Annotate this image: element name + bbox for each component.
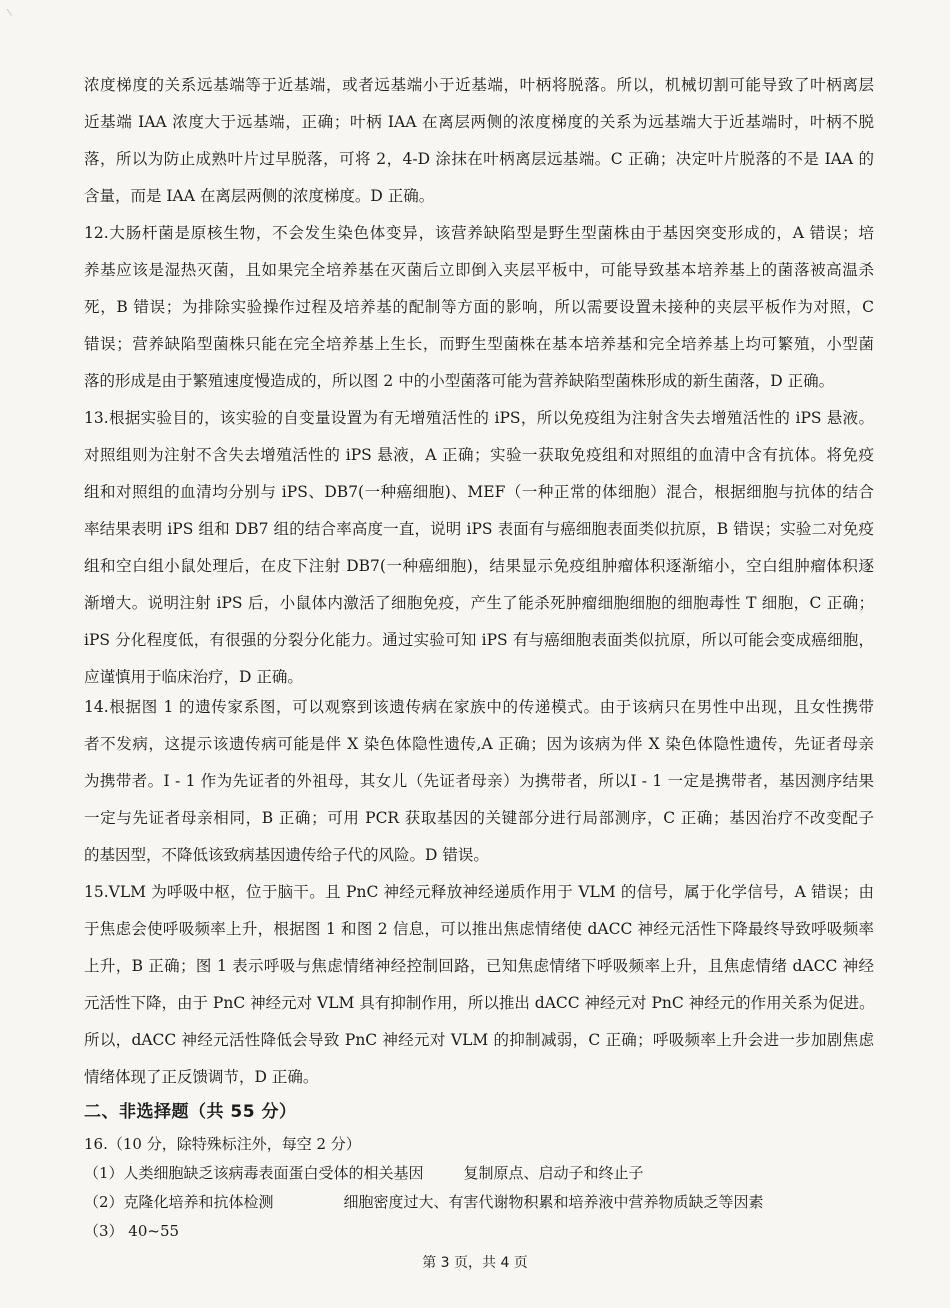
text-line: 为携带者。I - 1 作为先证者的外祖母，其女儿（先证者母亲）为携带者，所以I - 1 一定是携带者，基因测序结果	[84, 772, 874, 790]
paragraph	[84, 215, 874, 400]
text-line: 15.VLM 为呼吸中枢，位于脑干。且 PnC 神经元释放神经递质作用于 VLM 的信号，属于化学信号，A 错误；由	[84, 883, 874, 901]
text-line: 率结果表明 iPS 组和 DB7 组的结合率高度一直，说明 iPS 表面有与癌细胞表面类似抗原，B 错误；实验二对免疫	[84, 520, 874, 538]
text-line: 14.根据图 1 的遗传家系图，可以观察到该遗传病在家族中的传递模式。由于该病只在男性中出现，且女性携带	[84, 698, 874, 716]
question-16-header	[84, 1130, 884, 1159]
text-line: 浓度梯度的关系远基端等于近基端，或者远基端小于近基端，叶柄将脱落。所以，机械切割可能导致了叶柄离层	[84, 76, 874, 94]
paragraph	[84, 874, 874, 1096]
text-line: 12.大肠杆菌是原核生物，不会发生染色体变异，该营养缺陷型是野生型菌株由于基因突变形成的，A 错误；培	[84, 224, 874, 242]
text-line: 养基应该是湿热灭菌，且如果完全培养基在灭菌后立即倒入夹层平板中，可能导致基本培养基上的菌落被高温杀	[84, 261, 874, 279]
text-line: 一定与先证者母亲相同，B 正确；可用 PCR 获取基因的关键部分进行局部测序，C 正确；基因治疗不改变配子	[84, 809, 874, 827]
paragraph	[84, 67, 874, 215]
answer-label: （1）人类细胞缺乏该病毒表面蛋白受体的相关基因	[84, 1164, 424, 1182]
paragraph	[84, 689, 874, 874]
text-line: 落，所以为防止成熟叶片过早脱落，可将 2，4-D 涂抹在叶柄离层远基端。C 正确；决定叶片脱落的不是 IAA 的	[84, 150, 874, 168]
text-line: 者不发病，这提示该遗传病可能是伴 X 染色体隐性遗传,A 正确；因为该病为伴 X 染色体隐性遗传，先证者母亲	[84, 735, 874, 753]
text-line: 情绪体现了正反馈调节，D 正确。	[84, 1068, 319, 1086]
text-line: 含量，而是 IAA 在离层两侧的浓度梯度。D 正确。	[84, 187, 435, 205]
text-line: 死，B 错误；为排除实验操作过程及培养基的配制等方面的影响，所以需要设置未接种的夹层平板作为对照，C	[84, 298, 874, 316]
text-line: 组和空白组小鼠处理后，在皮下注射 DB7(一种癌细胞)，结果显示免疫组肿瘤体积逐渐缩小，空白组肿瘤体积逐	[84, 557, 874, 575]
text-line: 落的形成是由于繁殖速度慢造成的，所以图 2 中的小型菌落可能为营养缺陷型菌株形成的新生菌落，D 正确。	[84, 372, 835, 390]
text-line: 的基因型，不降低该致病基因遗传给子代的风险。D 错误。	[84, 846, 489, 864]
text-line: 组和对照组的血清均分别与 iPS、DB7(一种癌细胞)、MEF（一种正常的体细胞）混合，根据细胞与抗体的结合	[84, 483, 874, 501]
section-heading: 二、非选择题（共 55 分）	[84, 1102, 297, 1122]
answer-label: （3） 40~55	[84, 1222, 180, 1240]
text-line: 错误；营养缺陷型菌株只能在完全培养基上生长，而野生型菌株在基本培养基和完全培养基上均可繁殖，小型菌	[84, 335, 874, 353]
answer-paragraph-14	[84, 689, 874, 874]
page-number: 第 3 页，共 4 页	[422, 1255, 528, 1271]
answer-row	[84, 1217, 884, 1246]
scan-mark	[7, 4, 19, 16]
answer-row	[84, 1159, 884, 1188]
paragraph	[84, 400, 874, 696]
text-line: 渐增大。说明注射 iPS 后，小鼠体内激活了细胞免疫，产生了能杀死肿瘤细胞细胞的细胞毒性 T 细胞，C 正确；	[84, 594, 874, 612]
answer-extra: 细胞密度过大、有害代谢物积累和培养液中营养物质缺乏等因素	[343, 1193, 764, 1211]
text-line: 于焦虑会使呼吸频率上升，根据图 1 和图 2 信息，可以推出焦虑情绪使 dACC 神经元活性下降最终导致呼吸频率	[84, 920, 874, 938]
answer-label: （2）克隆化培养和抗体检测	[84, 1193, 274, 1211]
text-line: 所以，dACC 神经元活性降低会导致 PnC 神经元对 VLM 的抑制减弱，C 正确；呼吸频率上升会进一步加剧焦虑	[84, 1031, 874, 1049]
question-header-text: 16.（10 分，除特殊标注外，每空 2 分）	[84, 1135, 361, 1153]
answer-paragraph-12	[84, 215, 874, 400]
text-line: 13.根据实验目的，该实验的自变量设置为有无增殖活性的 iPS，所以免疫组为注射含失去增殖活性的 iPS 悬液。	[84, 409, 874, 427]
text-line: 元活性下降，由于 PnC 神经元对 VLM 具有抑制作用，所以推出 dACC 神经元对 PnC 神经元的作用关系为促进。	[84, 994, 875, 1012]
answer-extra: 复制原点、启动子和终止子	[463, 1164, 644, 1182]
question-16-answers	[84, 1130, 884, 1246]
answer-paragraph-15	[84, 874, 874, 1096]
text-line: 对照组则为注射不含失去增殖活性的 iPS 悬液，A 正确；实验一获取免疫组和对照组的血清中含有抗体。将免疫	[84, 446, 874, 464]
text-line: 应谨慎用于临床治疗，D 正确。	[84, 668, 303, 686]
answer-paragraph-13	[84, 400, 874, 696]
text-line: iPS 分化程度低，有很强的分裂分化能力。通过实验可知 iPS 有与癌细胞表面类似抗原，所以可能会变成癌细胞，	[84, 631, 874, 649]
text-line: 近基端 IAA 浓度大于远基端，正确；叶柄 IAA 在离层两侧的浓度梯度的关系为远基端大于近基端时，叶柄不脱	[84, 113, 874, 131]
answer-paragraph-11-continued	[84, 67, 874, 215]
answer-row	[84, 1188, 884, 1217]
text-line: 上升，B 正确；图 1 表示呼吸与焦虑情绪神经控制回路，已知焦虑情绪下呼吸频率上升，且焦虑情绪 dACC 神经	[84, 957, 874, 975]
